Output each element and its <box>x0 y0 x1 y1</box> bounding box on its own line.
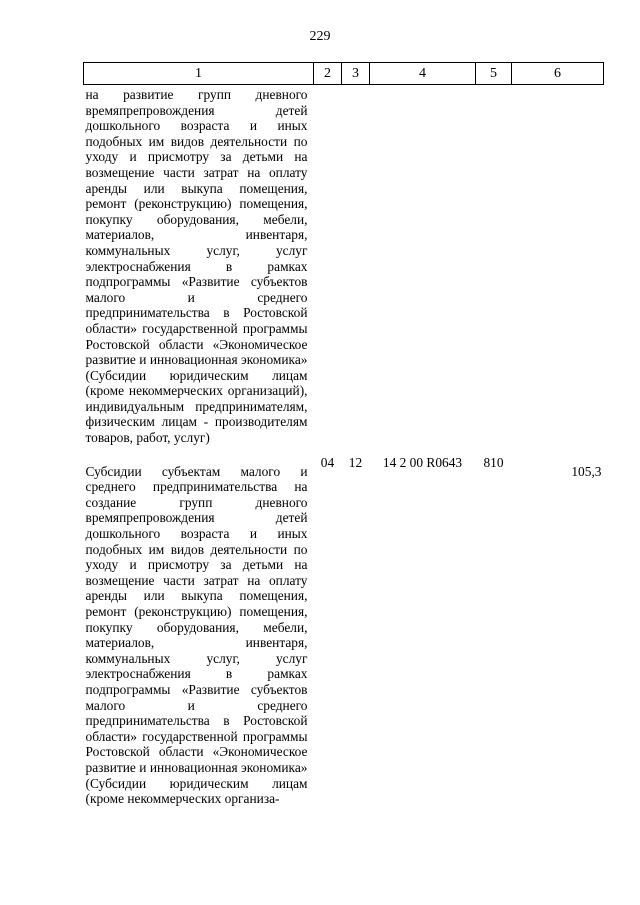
table-row <box>84 455 604 807</box>
row-section-code <box>314 85 342 455</box>
row-target-code <box>370 85 476 455</box>
table-header-row <box>84 63 604 85</box>
header-col-1: 1 <box>84 63 314 85</box>
budget-table <box>83 62 604 807</box>
row-description: на развитие групп дневного времяпрепровождения детей дошкольного возраста и иных подобных им видов деятельности по уходу и присмотру за детьми на возмещение части затрат на оплату аренды или выкупа помещения, ремонт (реконструкцию) помещения, покупку оборудования, мебели, материалов, инвентаря, коммунальных услуг, услуг электроснабжения в рамках подпрограммы «Развитие субъектов малого и среднего предпринимательства в Ростовской области» государственной программы Ростовской области «Экономическое развитие и инновационная экономика» (Субсидии юридическим лицам (кроме некоммерческих организаций), индивидуальным предпринимателям, физическим лицам - производителям товаров, работ, услуг) <box>85 87 308 446</box>
row-target-code: 14 2 00 R0643 <box>382 454 463 470</box>
table-row <box>84 85 604 455</box>
row-subsection-code <box>342 85 370 455</box>
row-amount <box>512 85 604 455</box>
header-col-2: 2 <box>314 63 342 85</box>
header-col-5: 5 <box>476 63 512 85</box>
row-amount: 105,3 <box>571 463 602 479</box>
row-section-code: 04 <box>320 454 335 470</box>
row-expense-type-code: 810 <box>483 454 504 470</box>
header-col-6: 6 <box>512 63 604 85</box>
page-number: 229 <box>309 29 331 44</box>
row-description: Субсидии субъектам малого и среднего предпринимательства на создание групп дневного времяпрепровождения детей дошкольного возраста и иных подобных им видов деятельности по уходу и присмотру за детьми на возмещение части затрат на оплату аренды или выкупа помещения, ремонт (реконструкцию) помещения, покупку оборудования, мебели, материалов, инвентаря, коммунальных услуг, услуг электроснабжения в рамках подпрограммы «Развитие субъектов малого и среднего предпринимательства в Ростовской области» государственной программы Ростовской области «Экономическое развитие и инновационная экономика» (Субсидии юридическим лицам (кроме некоммерческих организа- <box>85 463 308 807</box>
header-col-3: 3 <box>342 63 370 85</box>
row-subsection-code: 12 <box>348 454 363 470</box>
row-expense-type-code <box>476 85 512 455</box>
header-col-4: 4 <box>370 63 476 85</box>
